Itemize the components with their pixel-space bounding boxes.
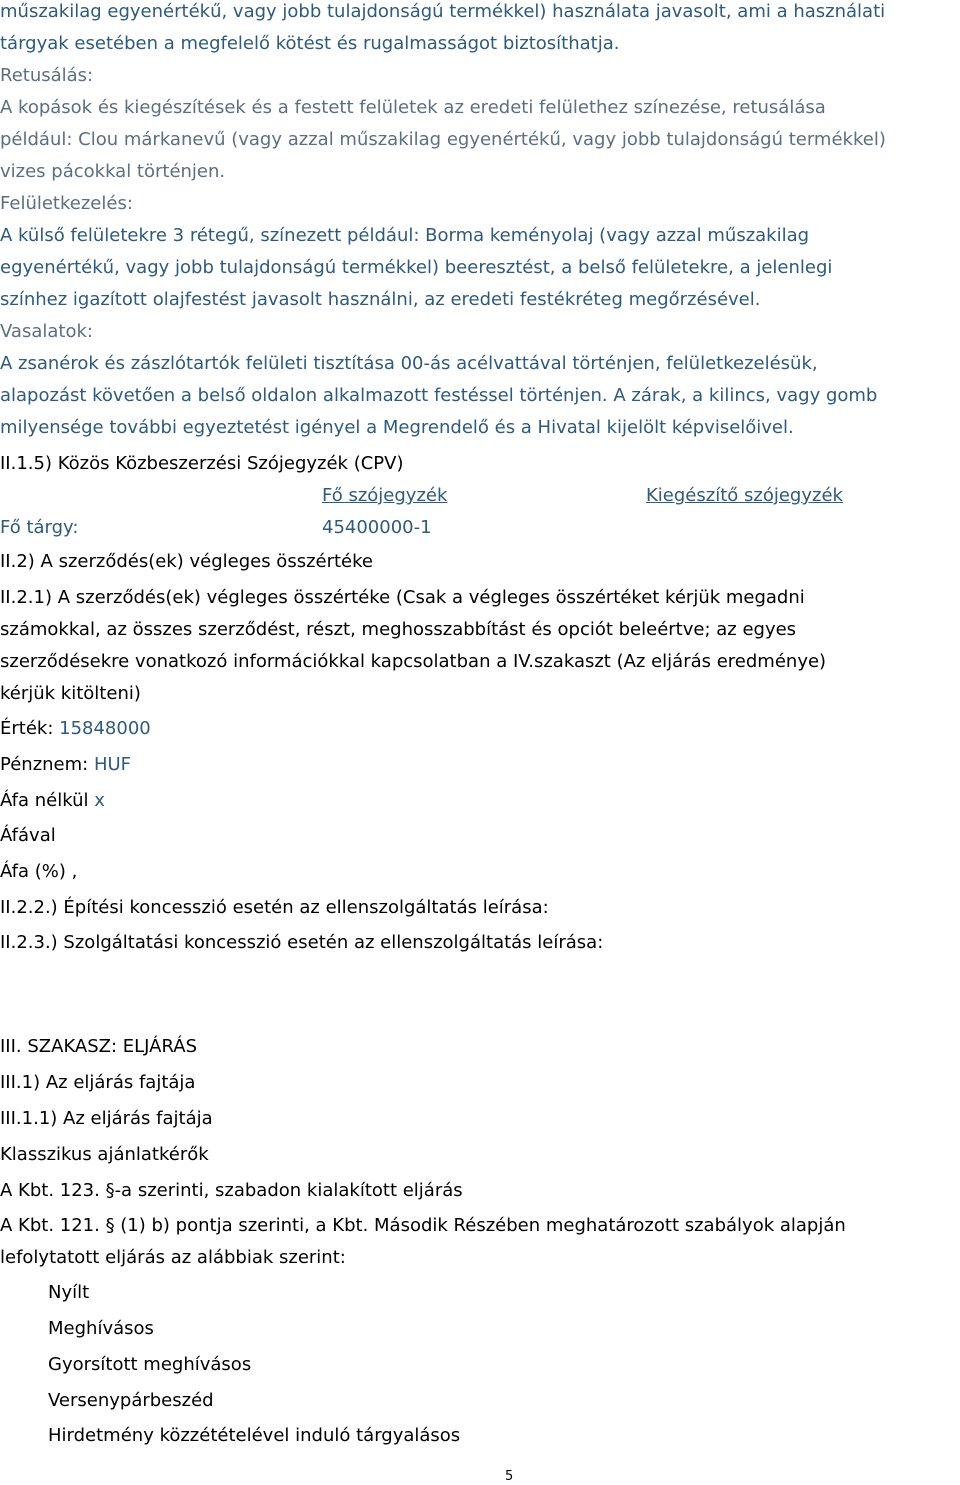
afaval-row: Áfával [0, 825, 56, 846]
cpv-row-label: Fő tárgy: [0, 517, 79, 538]
section-heading-vasalatok: Vasalatok: [0, 321, 93, 342]
text-line: számokkal, az összes szerződést, részt, meghosszabbítást és opciót beleértve; az egyes [0, 619, 797, 640]
procedure-type-item: Nyílt [48, 1282, 90, 1303]
procedure-type-item: Versenypárbeszéd [48, 1390, 214, 1411]
text-line: egyenértékű, vagy jobb tulajdonságú termékkel) beeresztést, a belső felületekre, a jelenlegi [0, 257, 833, 278]
ii222-line: II.2.2.) Építési koncesszió esetén az ellenszolgáltatás leírása: [0, 897, 549, 918]
section-heading-feluletkezeles: Felületkezelés: [0, 193, 133, 214]
text-line: vizes pácokkal történjen. [0, 161, 226, 182]
cpv-extra-header: Kiegészítő szójegyzék [646, 485, 843, 506]
text-line: milyensége további egyeztetést igényel a Megrendelő és a Hivatal kijelölt képviselőivel. [0, 417, 794, 438]
procedure-type-item: Hirdetmény közzétételével induló tárgyalásos [48, 1425, 461, 1446]
klasszikus-line: Klasszikus ajánlatkérők [0, 1144, 209, 1165]
text-line: szerződésekre vonatkozó információkkal kapcsolatban a IV.szakaszt (Az eljárás eredménye) [0, 651, 827, 672]
text-line: alapozást követően a belső oldalon alkalmazott festéssel történjen. A zárak, a kilincs, vagy gomb [0, 385, 878, 406]
text-line: A külső felületekre 3 rétegű, színezett például: Borma keményolaj (vagy azzal műszakilag [0, 225, 810, 246]
text-line: A zsanérok és zászlótartók felületi tisztítása 00-ás acélvattával történjen, felületkezelésük, [0, 353, 818, 374]
afa-nelkul-row [0, 790, 105, 812]
iii11-line: III.1.1) Az eljárás fajtája [0, 1108, 213, 1129]
procedure-type-item: Gyorsított meghívásos [48, 1354, 252, 1375]
penznem-label: Pénznem: [0, 754, 94, 775]
afa-pct-row: Áfa (%) , [0, 861, 78, 882]
text-line: például: Clou márkanevű (vagy azzal műszakilag egyenértékű, vagy jobb tulajdonságú termékkel) [0, 129, 886, 150]
text-line: A kopások és kiegészítések és a festett felületek az eredeti felülethez színezése, retusálása [0, 97, 826, 118]
ertek-label: Érték: [0, 718, 60, 739]
ii223-line: II.2.3.) Szolgáltatási koncesszió esetén az ellenszolgáltatás leírása: [0, 932, 604, 953]
ertek-row [0, 718, 151, 740]
text-line: lefolytatott eljárás az alábbiak szerint: [0, 1247, 346, 1268]
penznem-value: HUF [93, 754, 132, 775]
value-title: II.2) A szerződés(ek) végleges összértéke [0, 551, 373, 572]
section-heading-retusalas: Retusálás: [0, 65, 94, 86]
text-line: kérjük kitölteni) [0, 683, 141, 704]
text-line: tárgyak esetében a megfelelő kötést és rugalmasságot biztosíthatja. [0, 33, 620, 54]
section3-title: III. SZAKASZ: ELJÁRÁS [0, 1036, 198, 1057]
afa-nelkul-mark: x [94, 790, 105, 811]
text-line: műszakilag egyenértékű, vagy jobb tulajdonságú termékkel) használata javasolt, ami a használati [0, 1, 886, 22]
cpv-title: II.1.5) Közös Közbeszerzési Szójegyzék (CPV) [0, 453, 404, 474]
procedure-type-item: Meghívásos [48, 1318, 154, 1339]
cpv-main-header: Fő szójegyzék [322, 485, 448, 506]
page-number: 5 [505, 1469, 514, 1484]
iii1-line: III.1) Az eljárás fajtája [0, 1072, 196, 1093]
text-line: A Kbt. 121. § (1) b) pontja szerinti, a Kbt. Második Részében meghatározott szabályok alapján [0, 1215, 846, 1236]
kbt123-line: A Kbt. 123. §-a szerinti, szabadon kialakított eljárás [0, 1180, 463, 1201]
cpv-row-value: 45400000-1 [322, 517, 432, 538]
text-line: II.2.1) A szerződés(ek) végleges összértéke (Csak a végleges összértéket kérjük megadni [0, 587, 805, 608]
ertek-value: 15848000 [59, 718, 151, 739]
afa-nelkul-label: Áfa nélkül [0, 790, 95, 811]
text-line: színhez igazított olajfestést javasolt használni, az eredeti festékréteg megőrzésével. [0, 289, 761, 310]
penznem-row [0, 754, 131, 776]
